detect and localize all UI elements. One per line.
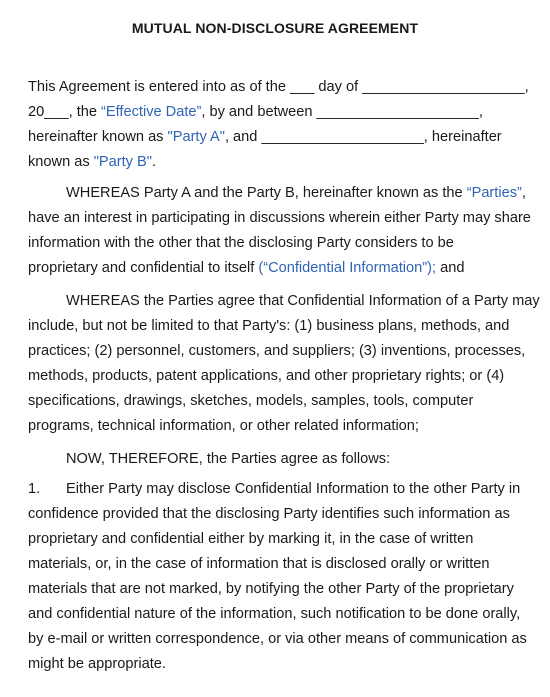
whereas1-text: proprietary and confidential to itself xyxy=(28,260,259,276)
whereas1-text: and xyxy=(436,260,465,276)
clause1-line-7: by e-mail or written correspondence, or via other means of communication as xyxy=(28,631,527,647)
whereas2-line-2: include, but not be limited to that Party's: (1) business plans, methods, and xyxy=(28,318,510,334)
intro-text: , by and between ____________________, xyxy=(201,104,483,120)
parties-term: “Parties” xyxy=(466,185,522,201)
confidential-information-term: (“Confidential Information”); xyxy=(258,260,437,276)
intro-text: . xyxy=(151,154,156,170)
whereas2-line-4: methods, products, patent applications, and other proprietary rights; or (4) xyxy=(28,368,505,384)
whereas1-line-3: information with the other that the disclosing Party considers to be xyxy=(28,235,454,251)
now-therefore-line: NOW, THEREFORE, the Parties agree as follows: xyxy=(66,451,391,467)
whereas1-line-1 xyxy=(66,184,526,202)
whereas2-line-6: programs, technical information, or other related information; xyxy=(28,418,419,434)
whereas2-line-1: WHEREAS the Parties agree that Confidential Information of a Party may xyxy=(66,293,540,309)
whereas1-line-4 xyxy=(28,259,464,277)
intro-line-4 xyxy=(28,153,156,171)
whereas2-line-5: specifications, drawings, sketches, models, samples, tools, computer xyxy=(28,393,474,409)
whereas1-text: , xyxy=(521,185,526,201)
party-b-term: "Party B" xyxy=(93,154,152,170)
intro-text: 20___, the xyxy=(28,104,102,120)
intro-text: This Agreement is entered into as of the ___ day of ____________________, xyxy=(28,79,529,95)
clause1-line-8: might be appropriate. xyxy=(28,656,166,672)
intro-text: known as xyxy=(28,154,94,170)
clause-number: 1. xyxy=(28,481,41,497)
intro-line-2 xyxy=(28,103,483,121)
intro-line-1 xyxy=(28,78,529,96)
intro-text: , and ____________________, hereinafter xyxy=(224,129,502,145)
clause1-line-3: proprietary and confidential either by marking it, in the case of written xyxy=(28,531,474,547)
whereas2-line-3: practices; (2) personnel, customers, and suppliers; (3) inventions, processes, xyxy=(28,343,526,359)
effective-date-term: “Effective Date” xyxy=(101,104,202,120)
clause1-line-5: materials that are not marked, by notifying the other Party of the proprietary xyxy=(28,581,514,597)
clause1-line-6: and confidential nature of the information, such notification to be done orally, xyxy=(28,606,521,622)
whereas1-text: WHEREAS Party A and the Party B, hereinafter known as the xyxy=(66,185,467,201)
whereas1-line-2: have an interest in participating in discussions wherein either Party may share xyxy=(28,210,531,226)
clause1-line-4: materials, or, in the case of information that is disclosed orally or written xyxy=(28,556,490,572)
document-title: MUTUAL NON-DISCLOSURE AGREEMENT xyxy=(131,20,419,36)
clause1-line-1 xyxy=(28,480,520,498)
intro-text: hereinafter known as xyxy=(28,129,168,145)
intro-line-3 xyxy=(28,128,502,146)
party-a-term: "Party A" xyxy=(167,129,225,145)
clause1-line-2: confidence provided that the disclosing Party identifies such information as xyxy=(28,506,510,522)
clause1-text: Either Party may disclose Confidential Information to the other Party in xyxy=(66,481,521,497)
